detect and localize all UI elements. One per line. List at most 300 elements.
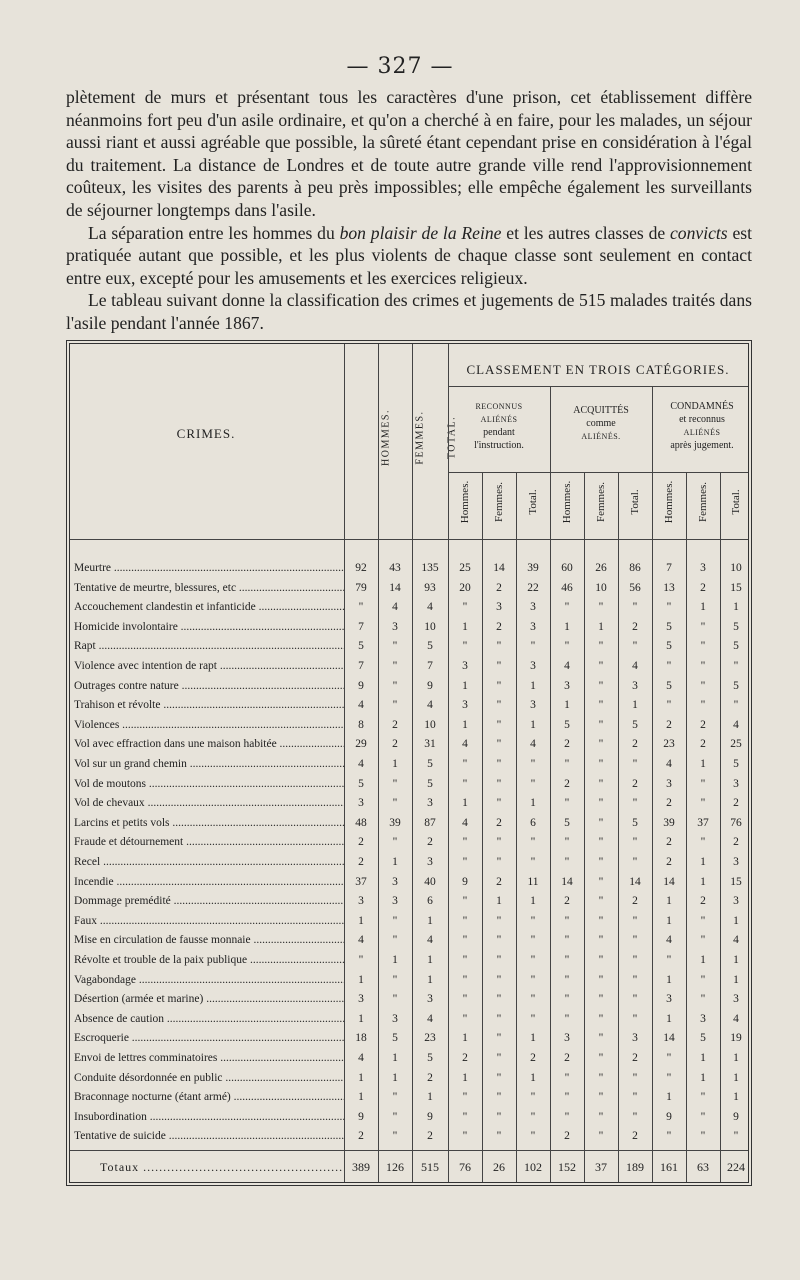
crime-label: Vol de moutons ..... [74, 778, 344, 790]
group-acquittes [550, 404, 652, 443]
table-cell: " [462, 934, 468, 947]
table-cell: 3 [733, 777, 739, 790]
table-cell: " [496, 973, 502, 986]
table-cell: " [632, 1012, 638, 1025]
crime-label: Faux ..... [74, 915, 344, 927]
table-cell: 2 [632, 1130, 638, 1143]
table-cell: 1 [700, 856, 706, 868]
crime-label: Violence avec intention de rapt ..... [74, 660, 344, 672]
table-cell: " [598, 856, 604, 868]
table-cell: " [530, 914, 536, 927]
table-cell: 15 [730, 581, 742, 594]
table-cell: " [564, 934, 570, 947]
table-cell: 3 [427, 993, 433, 1006]
table-cell: 1 [733, 1091, 739, 1104]
table-cell: " [632, 993, 638, 1006]
table-cell: 1 [700, 1071, 706, 1084]
table-cell: 2 [496, 581, 502, 594]
table-cell: " [530, 640, 536, 653]
table-cell: 14 [493, 562, 505, 574]
subcol-header-femmes: Femmes. [595, 481, 607, 523]
table-cell: 3 [700, 562, 706, 574]
crime-label: Violences ..... [74, 719, 344, 731]
table-cell: " [598, 973, 604, 986]
table-cell: 2 [632, 777, 638, 790]
col-total-header: TOTAL. [446, 415, 458, 460]
crime-label: Outrages contre nature ..... [74, 680, 344, 692]
table-cell: 2 [427, 1071, 433, 1084]
page-number: — 327 — [346, 54, 454, 79]
table-cell: 10 [730, 562, 742, 574]
total-cell: 152 [558, 1160, 576, 1174]
table-cell: " [462, 993, 468, 1006]
table-cell: " [598, 1032, 604, 1045]
table-cell: 1 [530, 797, 536, 810]
crime-label: Fraude et détournement ..... [74, 836, 344, 848]
table-cell: " [496, 934, 502, 947]
table-cell: " [564, 758, 570, 770]
table-cell: " [598, 640, 604, 653]
table-cell: " [496, 718, 502, 731]
table-cell: 5 [666, 620, 672, 633]
table-cell: " [462, 1130, 468, 1143]
table-cell: " [632, 856, 638, 868]
table-cell: 39 [527, 562, 539, 574]
table-cell: " [392, 973, 398, 986]
group-line: ALIÉNÉS [683, 428, 721, 437]
table-cell: 3 [666, 993, 672, 1006]
table-row [70, 755, 748, 775]
table-cell: 23 [424, 1032, 436, 1045]
table-cell: " [496, 914, 502, 927]
table-cell: " [598, 1071, 604, 1084]
table-cell: " [530, 1012, 536, 1025]
crime-label: Révolte et trouble de la paix publique ..... [74, 954, 344, 966]
table-cell: " [462, 640, 468, 653]
table-row [70, 833, 748, 853]
table-cell: 1 [462, 718, 468, 731]
table-cell: 1 [733, 954, 739, 966]
table-cell: " [392, 679, 398, 692]
crime-label: Incendie ..... [74, 876, 344, 888]
table-cell: " [700, 679, 706, 692]
table-cell: 5 [632, 816, 638, 829]
table-cell: " [530, 934, 536, 947]
crime-label: Tentative de suicide ..... [74, 1130, 344, 1142]
table-cell: 5 [666, 640, 672, 653]
table-row [70, 971, 748, 991]
table-cell: 1 [666, 895, 672, 908]
crime-label: Vol avec effraction dans une maison habitée ..... [74, 738, 344, 750]
table-cell: 1 [530, 1071, 536, 1084]
table-cell: 5 [392, 1032, 398, 1045]
table-cell: " [598, 1130, 604, 1143]
table-row [70, 716, 748, 736]
table-cell: 2 [700, 718, 706, 731]
table-row [70, 1029, 748, 1049]
table-cell: 40 [424, 875, 436, 888]
table-row [70, 1049, 748, 1069]
table-cell: 9 [427, 1110, 433, 1123]
total-cell: 515 [421, 1160, 439, 1174]
table-cell: " [564, 1110, 570, 1123]
table-cell: 2 [392, 738, 398, 751]
table-cell: " [598, 1052, 604, 1064]
table-cell: " [632, 1071, 638, 1084]
table-cell: " [462, 601, 468, 614]
table-cell: " [598, 993, 604, 1006]
total-cell: 102 [524, 1160, 542, 1174]
table-cell: 4 [666, 758, 672, 770]
crime-label: Accouchement clandestin et infanticide ..... [74, 601, 344, 613]
table-cell: 5 [358, 640, 364, 653]
table-row [70, 794, 748, 814]
table-cell: 2 [564, 895, 570, 908]
table-cell: 1 [733, 1071, 739, 1084]
table-cell: 2 [700, 581, 706, 594]
total-cell: 161 [660, 1160, 678, 1174]
total-cell: 37 [595, 1160, 607, 1174]
table-row [70, 892, 748, 912]
table-cell: 1 [392, 1071, 398, 1084]
table-cell: " [530, 993, 536, 1006]
table-cell: " [700, 620, 706, 633]
p2-part: et les autres classes de [501, 222, 670, 243]
table-cell: 39 [663, 816, 675, 829]
table-cell: 9 [358, 1110, 364, 1123]
paragraph-1: plètement de murs et présentant tous les caractères d'une prison, cet établissement diffère néanmoins fort peu d'un asile ordinaire, et qu'on a cherché à en faire, pour les malades, un séjour aussi riant et aussi agréable que possible, la sûreté étant cependant prise en considération à l'égal du traitement. La distance de Londres et de toute autre grande ville rend l'approvisionnement coûteux, les visites des parents à peu près impossibles; elle empêche également les surveillants de séjourner longtemps dans l'asile. [66, 87, 752, 220]
table-cell: 14 [663, 875, 675, 888]
table-cell: 7 [666, 562, 672, 574]
table-cell: " [598, 914, 604, 927]
table-cell: 4 [358, 934, 364, 947]
total-cell: 76 [459, 1160, 471, 1174]
classement-header: CLASSEMENT EN TROIS CATÉGORIES. [466, 362, 730, 377]
table-cell: 1 [358, 1091, 364, 1104]
table-cell: 1 [427, 1091, 433, 1104]
row-rule [448, 472, 748, 473]
row-rule [70, 1150, 748, 1151]
table-cell: " [530, 758, 536, 770]
table-cell: 4 [427, 1012, 433, 1025]
table-cell: 4 [462, 738, 468, 751]
table-cell: " [462, 777, 468, 790]
crime-label: Trahison et révolte ..... [74, 699, 344, 711]
table-cell: " [496, 758, 502, 770]
table-cell: " [666, 954, 672, 966]
table-cell: " [496, 660, 502, 672]
crimes-header: CRIMES. [176, 426, 236, 441]
group-line: et reconnus [679, 414, 725, 425]
table-cell: 1 [427, 914, 433, 927]
table-cell: " [564, 1012, 570, 1025]
table-cell: " [530, 1110, 536, 1123]
table-cell: 3 [564, 1032, 570, 1045]
table-cell: 4 [358, 1052, 364, 1064]
table-cell: " [496, 1110, 502, 1123]
table-cell: 86 [629, 562, 641, 574]
table-cell: " [666, 601, 672, 614]
table-cell: 46 [561, 581, 573, 594]
table-cell: 2 [666, 797, 672, 810]
table-cell: 1 [666, 1012, 672, 1025]
subcol-header-hommes: Hommes. [561, 480, 573, 524]
table-row [70, 931, 748, 951]
table-row [70, 598, 748, 618]
table-cell: " [632, 934, 638, 947]
table-cell: " [496, 1032, 502, 1045]
crime-label: Homicide involontaire ..... [74, 621, 344, 633]
crime-label: Rapt ..... [74, 640, 344, 652]
table-cell: " [392, 640, 398, 653]
table-cell: " [392, 914, 398, 927]
table-cell: " [530, 777, 536, 790]
table-cell: 3 [733, 993, 739, 1006]
table-cell: 3 [733, 856, 739, 868]
table-cell: " [496, 1130, 502, 1143]
table-row [70, 1010, 748, 1030]
table-cell: " [733, 660, 739, 672]
table-cell: 2 [632, 620, 638, 633]
table-cell: 2 [666, 718, 672, 731]
table-cell: 3 [530, 660, 536, 672]
table-cell: " [564, 914, 570, 927]
table-cell: " [496, 738, 502, 751]
table-cell: 4 [632, 660, 638, 672]
table-cell: 5 [733, 640, 739, 653]
table-cell: 1 [700, 954, 706, 966]
table-cell: 1 [564, 620, 570, 633]
total-cell: 189 [626, 1160, 644, 1174]
table-cell: 2 [462, 1052, 468, 1064]
table-cell: " [530, 1091, 536, 1104]
table-cell: 5 [564, 718, 570, 731]
table-cell: 3 [392, 875, 398, 888]
table-cell: 1 [462, 797, 468, 810]
table-cell: 2 [358, 856, 364, 868]
table-cell: 1 [358, 1071, 364, 1084]
table-cell: " [462, 954, 468, 966]
table-cell: 29 [355, 738, 367, 751]
table-cell: 1 [700, 875, 706, 888]
table-cell: 1 [700, 758, 706, 770]
table-cell: 2 [392, 718, 398, 731]
table-cell: 56 [629, 581, 641, 594]
table-cell: " [666, 1130, 672, 1143]
table-cell: 76 [730, 816, 742, 829]
table-cell: 2 [700, 895, 706, 908]
table-cell: " [530, 836, 536, 849]
table-cell: 18 [355, 1032, 367, 1045]
table-cell: 2 [632, 895, 638, 908]
table-cell: 3 [530, 699, 536, 712]
table-cell: 1 [392, 758, 398, 770]
table-cell: " [462, 895, 468, 908]
table-cell: " [666, 1052, 672, 1064]
table-cell: 2 [632, 1052, 638, 1064]
table-row [70, 1069, 748, 1089]
table-cell: 6 [530, 816, 536, 829]
table-row [70, 1108, 748, 1128]
table-cell: 3 [427, 797, 433, 810]
table-row [70, 990, 748, 1010]
subcol-header-femmes: Femmes. [493, 481, 505, 523]
table-cell: 2 [632, 738, 638, 751]
table-cell: 25 [730, 738, 742, 751]
table-cell: " [392, 1091, 398, 1104]
body-text [66, 86, 752, 335]
crime-label: Recel ..... [74, 856, 344, 868]
table-cell: 4 [462, 816, 468, 829]
paragraph-3: Le tableau suivant donne la classification des crimes et jugements de 515 malades traités dans l'asile pendant l'année 1867. [66, 290, 752, 333]
p2-italic: bon plaisir de la Reine [339, 222, 502, 243]
crime-label: Tentative de meurtre, blessures, etc ..... [74, 582, 344, 594]
table-cell: " [392, 777, 398, 790]
table-cell: 4 [733, 718, 739, 731]
table-cell: " [564, 797, 570, 810]
table-row [70, 696, 748, 716]
table-cell: " [358, 601, 364, 614]
table-row [70, 814, 748, 834]
table-cell: 3 [496, 601, 502, 614]
table-cell: 1 [666, 1091, 672, 1104]
table-cell: " [598, 758, 604, 770]
table-cell: 2 [733, 836, 739, 849]
table-cell: 2 [496, 816, 502, 829]
crime-label: Vol de chevaux ..... [74, 797, 344, 809]
totals-label: Totaux ..... [100, 1160, 344, 1175]
table-cell: 2 [564, 1052, 570, 1064]
table-cell: " [496, 777, 502, 790]
table-cell: " [598, 895, 604, 908]
table-cell: 4 [733, 934, 739, 947]
table-cell: 2 [427, 836, 433, 849]
table-cell: " [700, 914, 706, 927]
table-cell: 3 [392, 895, 398, 908]
table-cell: 3 [392, 620, 398, 633]
total-cell: 26 [493, 1160, 505, 1174]
table-cell: " [598, 601, 604, 614]
subcol-header-total: Total. [527, 489, 539, 515]
table-cell: " [496, 640, 502, 653]
crime-label: Vol sur un grand chemin ..... [74, 758, 344, 770]
table-cell: " [530, 1130, 536, 1143]
table-row [70, 735, 748, 755]
table-cell: " [564, 601, 570, 614]
table-cell: 1 [530, 679, 536, 692]
crimes-table [66, 340, 752, 1186]
table-cell: " [564, 836, 570, 849]
table-cell: " [598, 1110, 604, 1123]
table-row [70, 559, 748, 579]
table-cell: " [598, 954, 604, 966]
table-cell: " [496, 836, 502, 849]
table-cell: " [700, 777, 706, 790]
table-cell: " [598, 875, 604, 888]
table-cell: " [392, 836, 398, 849]
table-cell: " [496, 1052, 502, 1064]
table-cell: 1 [530, 895, 536, 908]
table-cell: 5 [733, 679, 739, 692]
table-cell: 7 [358, 660, 364, 672]
table-cell: 1 [666, 973, 672, 986]
table-cell: " [700, 1110, 706, 1123]
total-cell: 389 [352, 1160, 370, 1174]
table-cell: 10 [595, 581, 607, 594]
table-cell: 5 [632, 718, 638, 731]
table-cell: 1 [666, 914, 672, 927]
table-cell: " [632, 797, 638, 810]
table-cell: " [700, 699, 706, 712]
table-cell: 1 [358, 1012, 364, 1025]
table-cell: " [700, 836, 706, 849]
subcol-header-hommes: Hommes. [459, 480, 471, 524]
table-cell: " [462, 1091, 468, 1104]
table-cell: 1 [733, 1052, 739, 1064]
group-line: ALIÉNÉS. [581, 432, 621, 441]
table-cell: 1 [427, 973, 433, 986]
table-cell: " [392, 1130, 398, 1143]
table-cell: 1 [358, 914, 364, 927]
crime-label: Vagabondage ..... [74, 974, 344, 986]
table-cell: 5 [733, 758, 739, 770]
crime-label: Absence de caution ..... [74, 1013, 344, 1025]
table-cell: 2 [358, 836, 364, 849]
table-cell: " [564, 954, 570, 966]
table-cell: 5 [733, 620, 739, 633]
table-row [70, 1088, 748, 1108]
table-row [70, 579, 748, 599]
table-cell: 14 [663, 1032, 675, 1045]
table-cell: 2 [564, 777, 570, 790]
table-cell: " [392, 993, 398, 1006]
col-femmes-header: FEMMES. [414, 410, 426, 465]
subcol-header-total: Total. [730, 489, 742, 515]
table-cell: 87 [424, 816, 436, 829]
table-cell: 37 [355, 875, 367, 888]
table-cell: " [462, 1012, 468, 1025]
table-cell: 5 [358, 777, 364, 790]
table-cell: " [632, 601, 638, 614]
group-line: comme [586, 418, 616, 429]
table-cell: 15 [730, 875, 742, 888]
table-cell: 2 [666, 856, 672, 868]
table-cell: " [496, 699, 502, 712]
crime-label: Mise en circulation de fausse monnaie ..... [74, 934, 344, 946]
table-cell: 1 [358, 973, 364, 986]
crime-label: Larcins et petits vols ..... [74, 817, 344, 829]
table-cell: 4 [427, 699, 433, 712]
table-cell: 1 [392, 1052, 398, 1064]
table-cell: 3 [564, 679, 570, 692]
table-cell: 4 [358, 758, 364, 770]
table-cell: " [632, 973, 638, 986]
table-cell: " [598, 1012, 604, 1025]
table-cell: 1 [733, 914, 739, 927]
group-line: l'instruction. [474, 440, 524, 451]
group-line: ALIÉNÉS [480, 415, 518, 424]
table-cell: " [462, 914, 468, 927]
table-cell: 2 [496, 620, 502, 633]
table-cell: " [666, 699, 672, 712]
table-cell: " [392, 797, 398, 810]
table-cell: 43 [389, 562, 401, 574]
table-cell: 1 [733, 973, 739, 986]
table-cell: " [632, 1110, 638, 1123]
group-reconnus [448, 400, 550, 452]
table-cell: " [666, 660, 672, 672]
table-cell: " [700, 640, 706, 653]
